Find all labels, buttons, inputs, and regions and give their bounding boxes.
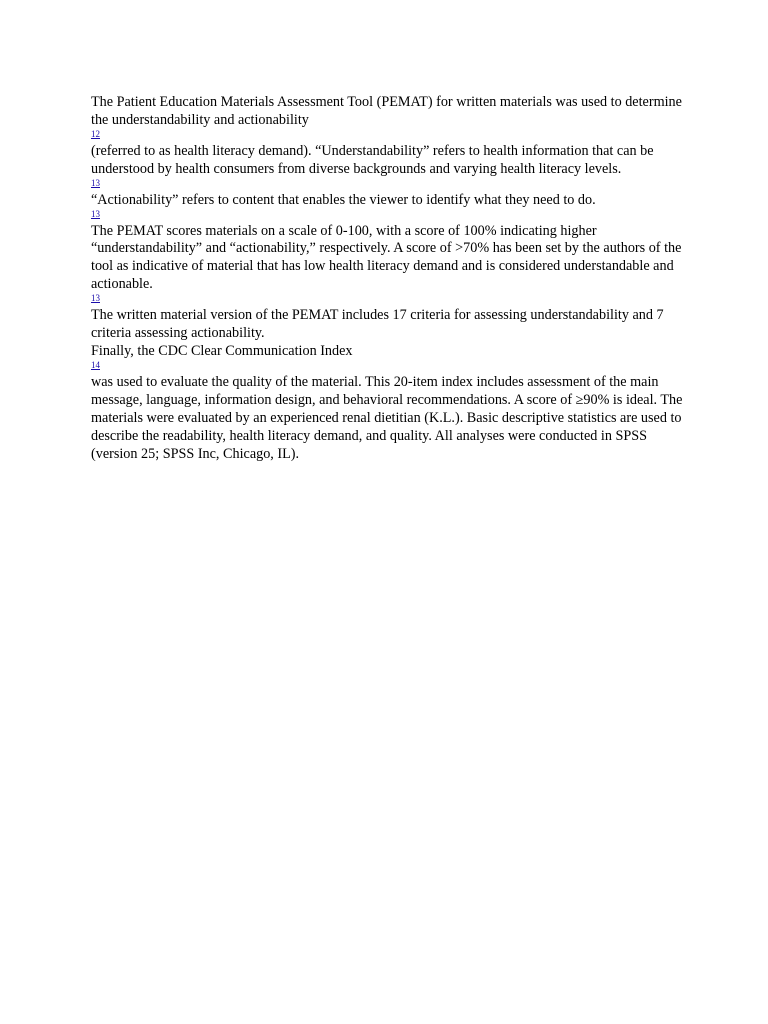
paragraph-cdc-index: Finally, the CDC Clear Communication Index xyxy=(91,342,353,359)
reference-link-13[interactable]: 13 xyxy=(91,293,100,304)
reference-link-12[interactable]: 12 xyxy=(91,128,100,139)
document-body xyxy=(91,94,683,463)
reference-link-14[interactable]: 14 xyxy=(91,359,100,370)
reference-link-13[interactable]: 13 xyxy=(91,177,100,188)
paragraph-pemat-intro: The Patient Education Materials Assessment Tool (PEMAT) for written materials was used to determine the understandability and actionability xyxy=(91,94,682,128)
paragraph-understandability: (referred to as health literacy demand). “Understandability” refers to health information that can be understood by health consumers from diverse backgrounds and varying health literacy levels. xyxy=(91,142,654,177)
reference-link-13[interactable]: 13 xyxy=(91,208,100,219)
paragraph-criteria: The written material version of the PEMAT includes 17 criteria for assessing understandability and 7 criteria assessing actionability. xyxy=(91,307,664,342)
paragraph-actionability: “Actionability” refers to content that enables the viewer to identify what they need to do. xyxy=(91,191,596,208)
paragraph-pemat-scores: The PEMAT scores materials on a scale of 0-100, with a score of 100% indicating higher “understandability” and “actionability,” respectively. A score of >70% has been set by the authors of the tool as indicative of material that has low health literacy demand and is considered understandable and actionable. xyxy=(91,222,682,293)
paragraph-quality-evaluation: was used to evaluate the quality of the material. This 20-item index includes assessment of the main message, language, information design, and behavioral recommendations. A score of ≥90% is ideal. The materials were evaluated by an experienced renal dietitian (K.L.). Basic descriptive statistics are used to describe the readability, health literacy demand, and quality. All analyses were conducted in SPSS (version 25; SPSS Inc, Chicago, IL). xyxy=(91,373,683,462)
